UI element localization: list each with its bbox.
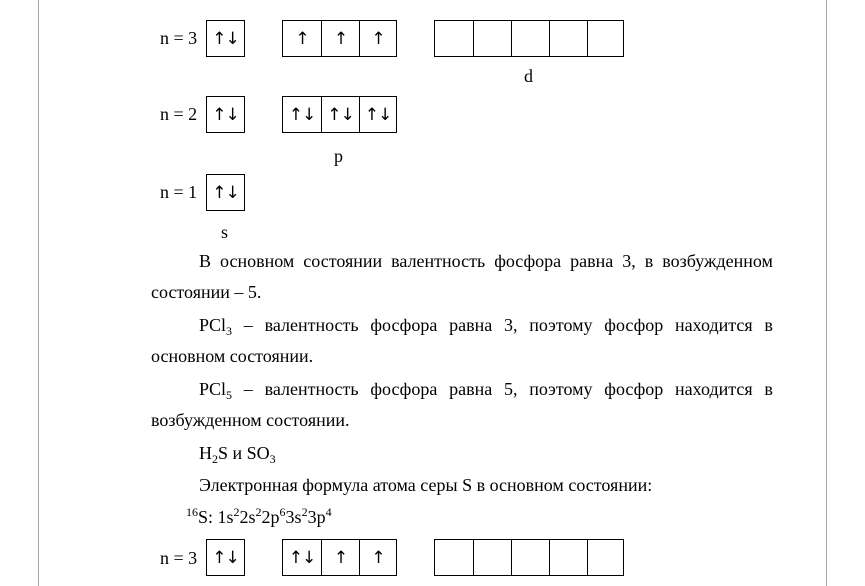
word: основном <box>220 251 295 271</box>
paragraph-pcl3-line1 <box>199 315 773 336</box>
formula-text: H <box>199 443 212 463</box>
word: равна <box>449 315 493 335</box>
paragraph-pcl3-line2: основном состоянии. <box>151 346 314 366</box>
word: – <box>243 379 253 399</box>
word: в <box>764 315 773 335</box>
s-sublevel-label: s <box>221 222 229 242</box>
s-orbital-cell: ↑↓ <box>212 28 239 49</box>
level-label-n3-sulfur: n = 3 <box>160 548 198 568</box>
p-orbital-cell: ↑↓ <box>288 547 316 568</box>
superscript: 6 <box>279 505 286 519</box>
d-orbital-cell <box>473 21 511 56</box>
p-orbital-box-n3 <box>282 20 397 57</box>
word: 5, <box>504 379 518 399</box>
level-label-n3: n = 3 <box>160 28 198 48</box>
word: находится <box>675 379 753 399</box>
word: в <box>764 379 773 399</box>
subscript: 2 <box>212 452 218 466</box>
p-orbital-cell: ↑↓ <box>321 97 359 132</box>
word: состоянии <box>303 251 383 271</box>
superscript: 4 <box>325 505 332 519</box>
subscript: 5 <box>226 388 233 402</box>
mass-number: 16 <box>186 505 198 519</box>
d-orbital-cell <box>549 21 587 56</box>
word: равна <box>449 379 493 399</box>
level-label-n2: n = 2 <box>160 104 198 124</box>
s-orbital-box-n3 <box>206 20 245 57</box>
word: – <box>243 315 253 335</box>
word: фосфора <box>370 379 438 399</box>
superscript: 2 <box>233 505 240 519</box>
word: фосфор <box>604 379 664 399</box>
formula-text: 2s <box>239 507 256 527</box>
p-orbital-cell: ↑ <box>321 21 359 56</box>
paragraph-pcl5-line1 <box>199 379 773 400</box>
word: поэтому <box>529 379 593 399</box>
s-orbital-box-n3-sulfur <box>206 539 245 576</box>
word: 3, <box>504 315 518 335</box>
p-orbital-box-n2 <box>282 96 397 133</box>
p-orbital-cell: ↑↓ <box>359 97 396 132</box>
word: валентность <box>264 315 359 335</box>
p-orbital-cell: ↑ <box>295 28 309 49</box>
d-orbital-cell <box>587 21 623 56</box>
formula-text: 2p <box>261 507 280 527</box>
d-orbital-box-n3-sulfur <box>434 539 624 576</box>
s-orbital-cell: ↑↓ <box>212 182 239 203</box>
page-right-edge <box>826 0 827 586</box>
word: В <box>199 251 212 271</box>
word: валентность <box>391 251 486 271</box>
d-orbital-cell <box>473 540 511 575</box>
paragraph-pcl5-line2: возбужденном состоянии. <box>151 410 350 430</box>
formula-text: 3s <box>285 507 302 527</box>
formula-text: S и SO <box>218 443 270 463</box>
subscript: 3 <box>269 452 276 466</box>
word: равна <box>570 251 614 271</box>
formula-pcl5 <box>199 379 232 400</box>
d-sublevel-label: d <box>524 66 533 86</box>
formula-text: PCl <box>199 379 227 399</box>
word: в <box>644 251 654 271</box>
p-orbital-cell: ↑↓ <box>288 104 316 125</box>
d-orbital-cell <box>435 540 473 575</box>
word: фосфор <box>604 315 664 335</box>
formula-text: 3p <box>307 507 326 527</box>
level-label-n1: n = 1 <box>160 182 198 202</box>
p-orbital-cell: ↑ <box>359 540 396 575</box>
formula-pcl3 <box>199 315 232 336</box>
subscript: 3 <box>226 324 233 338</box>
word: находится <box>675 315 753 335</box>
page-left-edge <box>38 0 39 586</box>
p-sublevel-label: p <box>334 146 343 166</box>
word: валентность <box>264 379 359 399</box>
word: фосфора <box>494 251 562 271</box>
superscript: 2 <box>301 505 308 519</box>
word: возбужденном <box>662 251 773 271</box>
word: 3, <box>622 251 636 271</box>
superscript: 2 <box>255 505 262 519</box>
p-orbital-cell: ↑ <box>321 540 359 575</box>
formula-text: PCl <box>199 315 227 335</box>
paragraph-valence-line2: состоянии – 5. <box>151 282 262 302</box>
d-orbital-cell <box>435 21 473 56</box>
p-orbital-box-n3-sulfur <box>282 539 397 576</box>
d-orbital-cell <box>549 540 587 575</box>
electron-formula-heading: Электронная формула атома серы S в основном состоянии: <box>199 475 653 495</box>
formula-text: S: 1s <box>198 507 234 527</box>
s-orbital-box-n2 <box>206 96 245 133</box>
d-orbital-cell <box>511 21 549 56</box>
s-orbital-box-n1 <box>206 174 245 211</box>
d-orbital-box-n3 <box>434 20 624 57</box>
p-orbital-cell: ↑ <box>359 21 396 56</box>
compounds-heading <box>199 443 276 464</box>
s-orbital-cell: ↑↓ <box>212 547 239 568</box>
d-orbital-cell <box>511 540 549 575</box>
paragraph-valence-line1 <box>199 251 773 272</box>
d-orbital-cell <box>587 540 623 575</box>
word: поэтому <box>529 315 593 335</box>
s-orbital-cell: ↑↓ <box>212 104 239 125</box>
electron-configuration <box>186 507 332 528</box>
word: фосфора <box>370 315 438 335</box>
